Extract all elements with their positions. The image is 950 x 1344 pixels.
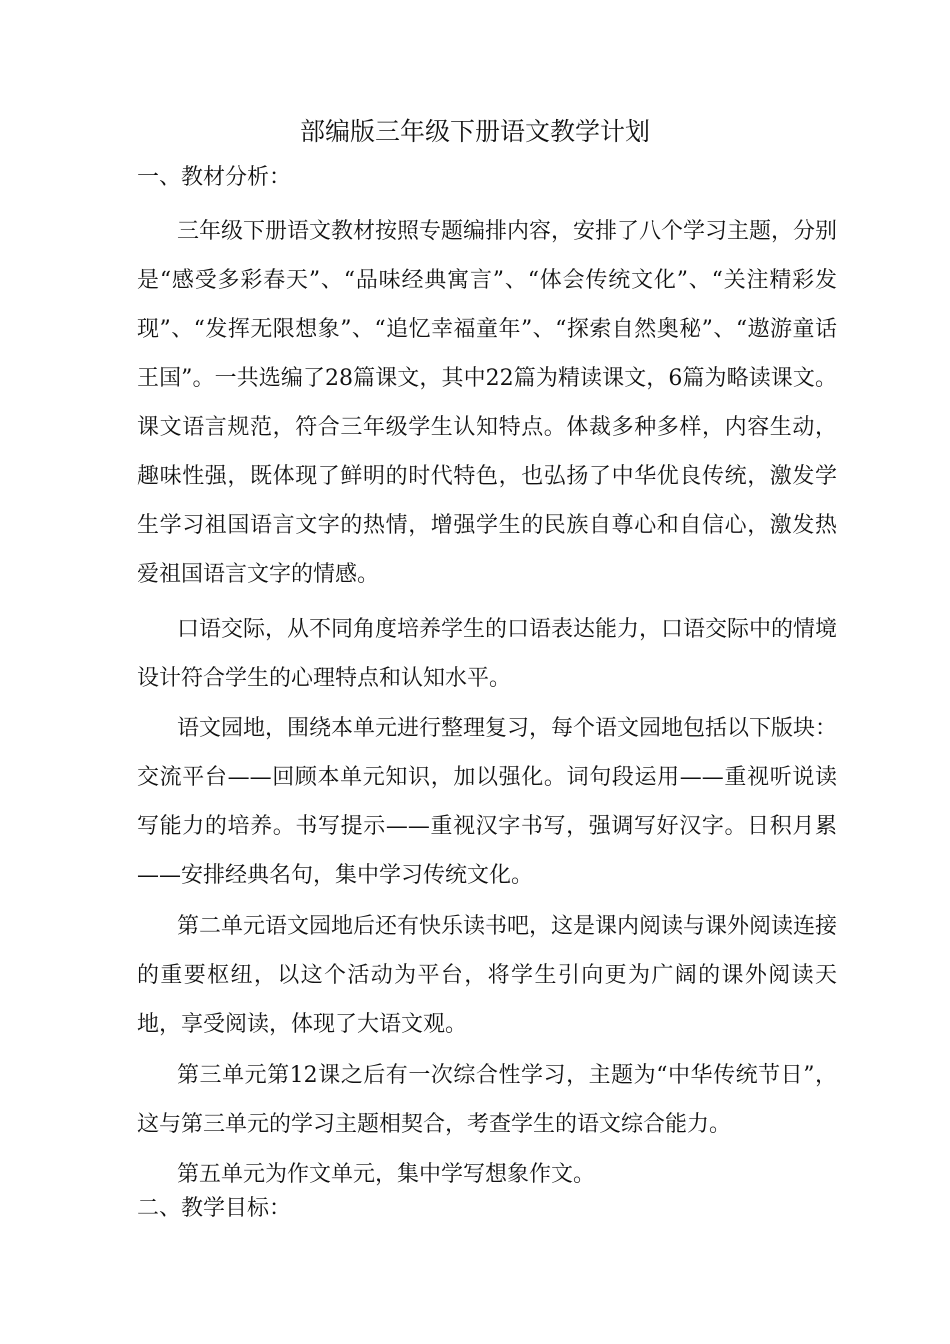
document-title: 部编版三年级下册语文教学计划 [299, 117, 650, 146]
section-heading-materials-analysis: 一、教材分析： [137, 165, 292, 190]
paragraph-oral-communication: 口语交际，从不同角度培养学生的口语表达能力，口语交际中的情境设计符合学生的心理特点和认知水平。 [137, 617, 838, 691]
paragraph-textbook-overview: 三年级下册语文教材按照专题编排内容，安排了八个学习主题，分别是“感受多彩春天”、“品味经典寓言”、“体会传统文化”、“关注精彩发现”、“发挥无限想象”、“追忆幸福童年”、“探索自然奥秘”、“遨游童话王国”。一共选编了28篇课文，其中22篇为精读课文，6篇为略读课文。课文语言规范，符合三年级学生认知特点。体裁多种多样，内容生动，趣味性强，既体现了鲜明的时代特色，也弘扬了中华优良传统，激发学生学习祖国语言文字的热情，增强学生的民族自尊心和自信心，激发热爱祖国语言文字的情感。 [137, 219, 838, 587]
paragraph-writing-unit: 第五单元为作文单元，集中学写想象作文。 [177, 1162, 596, 1187]
section-heading-teaching-goals: 二、教学目标： [137, 1196, 292, 1221]
paragraph-happy-reading: 第二单元语文园地后还有快乐读书吧，这是课内阅读与课外阅读连接的重要枢纽，以这个活动为平台，将学生引向更为广阔的课外阅读天地，享受阅读，体现了大语文观。 [137, 914, 838, 1037]
paragraph-language-garden: 语文园地，围绕本单元进行整理复习，每个语文园地包括以下版块：交流平台——回顾本单元知识，加以强化。词句段运用——重视听说读写能力的培养。书写提示——重视汉字书写，强调写好汉字。日积月累——安排经典名句，集中学习传统文化。 [137, 716, 838, 888]
paragraph-comprehensive-learning: 第三单元第12课之后有一次综合性学习，主题为“中华传统节日”，这与第三单元的学习主题相契合，考查学生的语文综合能力。 [137, 1063, 837, 1137]
